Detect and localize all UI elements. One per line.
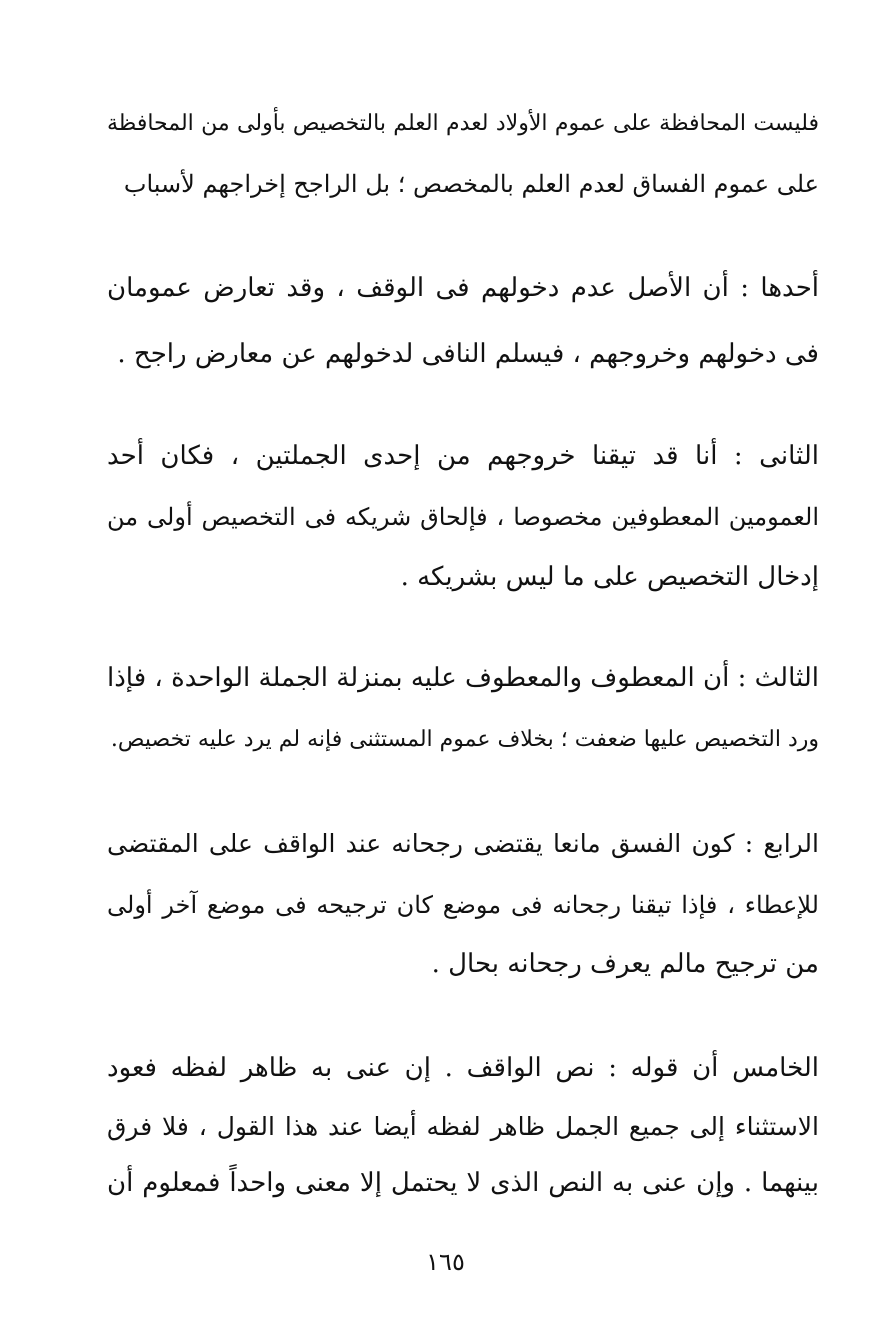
text-line: الخامس أن قوله : نص الواقف . إن عنى به ظاهر لفظه فعود: [107, 1053, 819, 1083]
page-number: ١٦٥: [426, 1248, 465, 1276]
text-line: الثالث : أن المعطوف والمعطوف عليه بمنزلة الجملة الواحدة ، فإذا: [107, 663, 819, 693]
text-line: للإعطاء ، فإذا تيقنا رجحانه فى موضع كان ترجيحه فى موضع آخر أولى: [107, 891, 819, 919]
text-line: على عموم الفساق لعدم العلم بالمخصص ؛ بل الراجح إخراجهم لأسباب: [123, 170, 819, 198]
text-line: الثانى : أنا قد تيقنا خروجهم من إحدى الجملتين ، فكان أحد: [107, 441, 819, 471]
text-line: العمومين المعطوفين مخصوصا ، فإلحاق شريكه فى التخصيص أولى من: [107, 503, 819, 531]
text-line: الرابع : كون الفسق مانعا يقتضى رجحانه عند الواقف على المقتضى: [107, 829, 819, 858]
text-line: الاستثناء إلى جميع الجمل ظاهر لفظه أيضا عند هذا القول ، فلا فرق: [107, 1112, 819, 1141]
text-line: ورد التخصيص عليها ضعفت ؛ بخلاف عموم المستثنى فإنه لم يرد عليه تخصيص.: [110, 727, 819, 752]
text-line: إدخال التخصيص على ما ليس بشريكه .: [400, 562, 819, 592]
text-line: فى دخولهم وخروجهم ، فيسلم النافى لدخولهم عن معارض راجح .: [117, 339, 819, 369]
text-line: فليست المحافظة على عموم الأولاد لعدم العلم بالتخصيص بأولى من المحافظة: [107, 111, 819, 136]
text-line: بينهما . وإن عنى به النص الذى لا يحتمل إلا معنى واحداً فمعلوم أن: [107, 1168, 819, 1198]
text-line: من ترجيح مالم يعرف رجحانه بحال .: [431, 949, 819, 979]
text-line: أحدها : أن الأصل عدم دخولهم فى الوقف ، وقد تعارض عمومان: [107, 273, 819, 303]
